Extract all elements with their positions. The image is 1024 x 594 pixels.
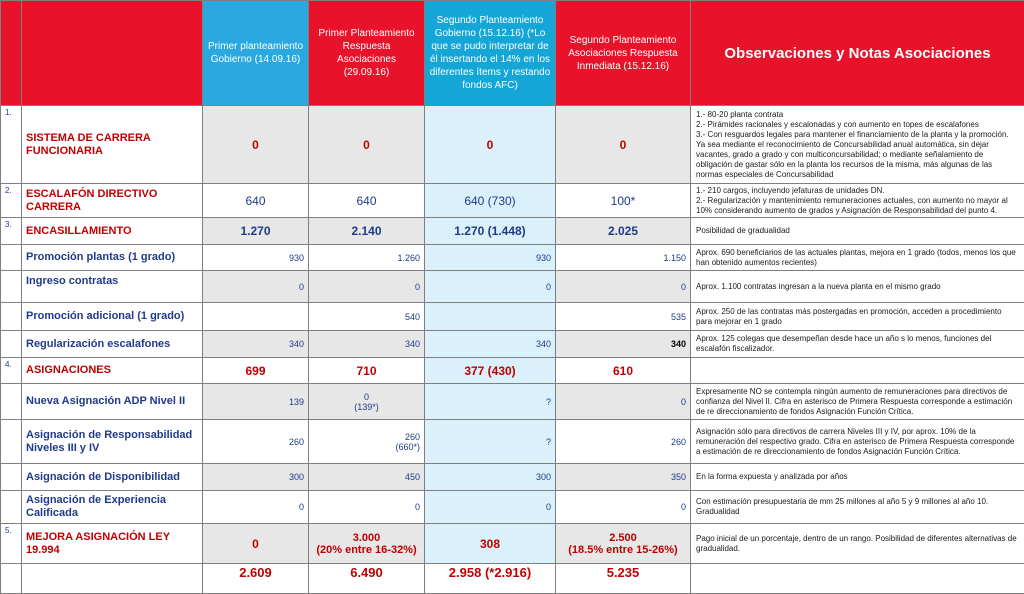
- value-first-gov: 699: [203, 358, 309, 384]
- table-row: [1, 384, 1024, 420]
- header-blank-num: [1, 1, 22, 106]
- value-second-assoc: [556, 524, 691, 564]
- value-second-assoc: 0: [556, 491, 691, 524]
- table-row: [1, 358, 1024, 384]
- value-second-gov: ?: [425, 384, 556, 420]
- observation-note: Expresamente NO se contempla ningún aumento de remuneraciones para directivos de confianza del Nivel II. Cifra en asterisco de Primera Respuesta corresponde a estimación de re direccionamiento de fondos Asignación Función Crítica.: [691, 384, 1024, 420]
- row-label: ASIGNACIONES: [22, 358, 203, 384]
- value-first-gov: 0: [203, 271, 309, 303]
- table-row: [1, 524, 1024, 564]
- value-second-gov: 300: [425, 464, 556, 491]
- row-number: 1.: [1, 106, 22, 184]
- value-second-assoc: 0: [556, 106, 691, 184]
- observation-note: Aprox. 690 beneficiarios de las actuales plantas, mejora en 1 grado (todos, menos los que han obtenido aumentos recientes): [691, 245, 1024, 271]
- value-sub: (660*): [395, 442, 420, 452]
- total-first-gov: 2.609: [203, 564, 309, 594]
- header-second-assoc: Segundo Planteamiento Asociaciones Respuesta Inmediata (15.12.16): [556, 1, 691, 106]
- table-row: [1, 464, 1024, 491]
- value-sub: (18.5% entre 15-26%): [568, 544, 677, 556]
- table-row: [1, 271, 1024, 303]
- value-second-gov: 1.270 (1.448): [425, 218, 556, 245]
- value-main: 0: [364, 392, 369, 402]
- value-first-assoc: 340: [309, 331, 425, 358]
- row-number: 4.: [1, 358, 22, 384]
- value-first-assoc: 710: [309, 358, 425, 384]
- value-first-assoc: [309, 384, 425, 420]
- value-second-assoc: 0: [556, 384, 691, 420]
- value-first-assoc: 1.260: [309, 245, 425, 271]
- value-first-gov: 0: [203, 106, 309, 184]
- observation-note: [691, 358, 1024, 384]
- row-label: Promoción plantas (1 grado): [22, 245, 203, 271]
- value-sub: (139*): [354, 402, 379, 412]
- row-number: 5.: [1, 524, 22, 564]
- value-second-assoc: 340: [556, 331, 691, 358]
- row-number: [1, 271, 22, 303]
- row-label: ESCALAFÓN DIRECTIVO CARRERA: [22, 184, 203, 218]
- total-first-assoc: 6.490: [309, 564, 425, 594]
- observation-note: 1.- 80-20 planta contrata 2.- Pirámides racionales y escalonadas y con aumento en topes de escalafones 3.- Con resguardos legales para mantener el financiamiento de la planta y la promoción. Ya sea mediante el reconocimiento de Concursabilidad anual automática, sin dejar vacantes, grado a grado y con multiconcursabilidad; o mediante señalamiento de obligación de gastar sólo en la planta los recursos de la misma, más algunas de las normas especiales de Concursabilidad: [691, 106, 1024, 184]
- value-second-assoc: 0: [556, 271, 691, 303]
- table-row: [1, 331, 1024, 358]
- totals-row: [1, 564, 1024, 594]
- table-row: [1, 245, 1024, 271]
- row-number: [1, 245, 22, 271]
- table-row: [1, 184, 1024, 218]
- value-second-assoc: 1.150: [556, 245, 691, 271]
- value-first-assoc: 540: [309, 303, 425, 331]
- value-first-assoc: 0: [309, 271, 425, 303]
- value-main: 2.500: [609, 532, 637, 544]
- observation-note: Con estimación presupuestaria de mm 25 millones al año 5 y 9 millones al año 10. Gradualidad: [691, 491, 1024, 524]
- value-first-gov: [203, 303, 309, 331]
- value-second-gov: 0: [425, 106, 556, 184]
- observation-note: 1.- 210 cargos, incluyendo jefaturas de unidades DN. 2.- Regularización y mantenimiento remuneraciones actuales, con aumento no mayor al 10% considerando aumento de grados y Asignación de Responsabilidad del punto 4.: [691, 184, 1024, 218]
- table-row: [1, 420, 1024, 464]
- value-second-gov: [425, 303, 556, 331]
- table-row: [1, 106, 1024, 184]
- row-label: ENCASILLAMIENTO: [22, 218, 203, 245]
- row-number: [1, 331, 22, 358]
- value-first-gov: 0: [203, 491, 309, 524]
- row-label: [22, 564, 203, 594]
- table-row: [1, 303, 1024, 331]
- value-first-gov: 0: [203, 524, 309, 564]
- observation-note: Aprox. 250 de las contratas más postergadas en promoción, acceden a procedimiento para mejorar en 1 grado: [691, 303, 1024, 331]
- row-label: MEJORA ASIGNACIÓN LEY 19.994: [22, 524, 203, 564]
- value-second-gov: ?: [425, 420, 556, 464]
- header-blank-label: [22, 1, 203, 106]
- table-row: [1, 491, 1024, 524]
- value-sub: (20% entre 16-32%): [316, 544, 416, 556]
- value-first-gov: 1.270: [203, 218, 309, 245]
- value-second-gov: 930: [425, 245, 556, 271]
- row-label: Nueva Asignación ADP Nivel II: [22, 384, 203, 420]
- row-number: [1, 464, 22, 491]
- row-label: Regularización escalafones: [22, 331, 203, 358]
- row-number: [1, 564, 22, 594]
- row-number: 3.: [1, 218, 22, 245]
- observation-note: [691, 564, 1024, 594]
- header-observations: Observaciones y Notas Asociaciones: [691, 1, 1024, 106]
- value-second-assoc: 2.025: [556, 218, 691, 245]
- value-main: 3.000: [353, 532, 381, 544]
- header-second-gov: Segundo Planteamiento Gobierno (15.12.16) (*Lo que se pudo interpretar de él insertando el 14% en los diferentes ítems y restando fondos AFC): [425, 1, 556, 106]
- observation-note: Posibilidad de gradualidad: [691, 218, 1024, 245]
- observation-note: Aprox. 1.100 contratas ingresan a la nueva planta en el mismo grado: [691, 271, 1024, 303]
- total-second-gov: 2.958 (*2.916): [425, 564, 556, 594]
- value-second-gov: 640 (730): [425, 184, 556, 218]
- row-number: [1, 303, 22, 331]
- observation-note: Aprox. 125 colegas que desempeñan desde hace un año s lo menos, funciones del escalafón fiscalizador.: [691, 331, 1024, 358]
- table-row: [1, 218, 1024, 245]
- value-first-assoc: 450: [309, 464, 425, 491]
- header-first-gov: Primer planteamiento Gobierno (14.09.16): [203, 1, 309, 106]
- value-first-gov: 139: [203, 384, 309, 420]
- value-first-assoc: 0: [309, 491, 425, 524]
- value-first-gov: 930: [203, 245, 309, 271]
- row-number: [1, 384, 22, 420]
- value-second-assoc: 535: [556, 303, 691, 331]
- value-first-gov: 260: [203, 420, 309, 464]
- value-second-assoc: 260: [556, 420, 691, 464]
- value-first-assoc: [309, 420, 425, 464]
- value-second-gov: 0: [425, 271, 556, 303]
- header-first-assoc: Primer Planteamiento Respuesta Asociaciones (29.09.16): [309, 1, 425, 106]
- row-label: Asignación de Disponibilidad: [22, 464, 203, 491]
- value-second-gov: 308: [425, 524, 556, 564]
- value-first-assoc: 0: [309, 106, 425, 184]
- observation-note: En la forma expuesta y analizada por años: [691, 464, 1024, 491]
- row-label: SISTEMA DE CARRERA FUNCIONARIA: [22, 106, 203, 184]
- row-label: Asignación de Responsabilidad Niveles III y IV: [22, 420, 203, 464]
- value-second-assoc: 610: [556, 358, 691, 384]
- value-second-gov: 377 (430): [425, 358, 556, 384]
- observation-note: Asignación sólo para directivos de carrera Niveles III y IV, por aprox. 10% de la remuneración del respectivo grado. Cifra en asterisco de Primera Respuesta corresponde a estimación de re direccionamiento de fondos Asignación Función Crítica.: [691, 420, 1024, 464]
- header-row: [1, 1, 1024, 106]
- row-label: Promoción adicional (1 grado): [22, 303, 203, 331]
- value-first-gov: 340: [203, 331, 309, 358]
- row-number: [1, 491, 22, 524]
- observation-note: Pago inicial de un porcentaje, dentro de un rango. Posibilidad de diferentes alternativas de gradualidad.: [691, 524, 1024, 564]
- value-first-assoc: 640: [309, 184, 425, 218]
- row-number: 2.: [1, 184, 22, 218]
- value-first-gov: 300: [203, 464, 309, 491]
- value-second-gov: 0: [425, 491, 556, 524]
- value-second-gov: 340: [425, 331, 556, 358]
- value-main: 260: [405, 432, 420, 442]
- value-first-assoc: 2.140: [309, 218, 425, 245]
- row-label: Asignación de Experiencia Calificada: [22, 491, 203, 524]
- row-number: [1, 420, 22, 464]
- value-first-assoc: [309, 524, 425, 564]
- row-label: Ingreso contratas: [22, 271, 203, 303]
- value-second-assoc: 350: [556, 464, 691, 491]
- total-second-assoc: 5.235: [556, 564, 691, 594]
- value-second-assoc: 100*: [556, 184, 691, 218]
- value-first-gov: 640: [203, 184, 309, 218]
